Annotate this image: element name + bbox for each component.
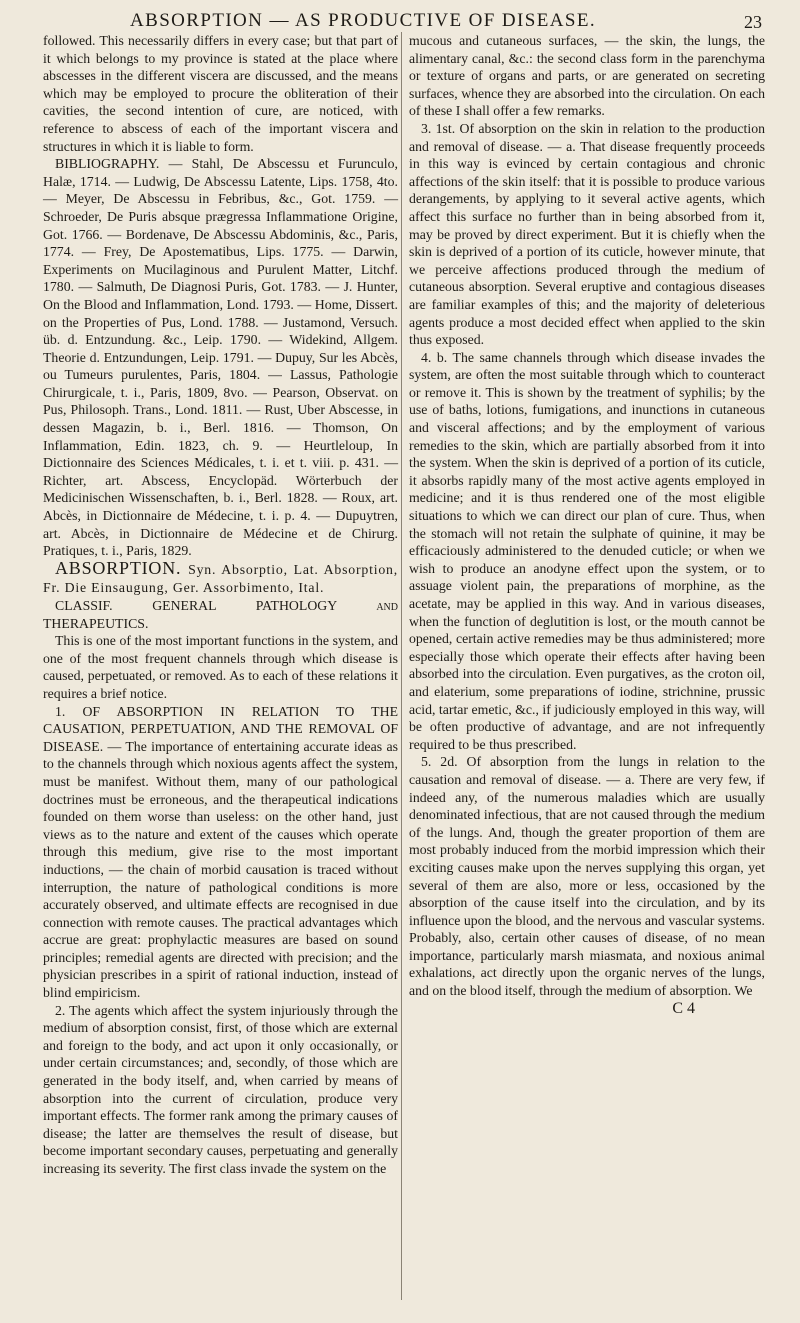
- page-header: [40, 8, 762, 34]
- paragraph-section-3: 3. 1st. Of absorption on the skin in relation to the production and removal of disease. — a. That disease frequently proceeds in this way is evinced by certain contagious and chronic affections of the skin itself: that it is possible to produce various derangements, by applying to it several active agents, which affect this surface no further than in being absorbed from it, may be proved by direct experiment. But it is chiefly when the skin is deprived of a portion of its cuticle, however minute, that we perceive affections produced through the medium of cutaneous absorption. Several eruptive and contagious diseases are familiar examples of this; and the majority of deleterious agents produce a most decided effect when applied to the skin thus exposed.: [409, 120, 765, 348]
- article-title: ABSORPTION.: [55, 557, 182, 578]
- paragraph-introduction: This is one of the most important functions in the system, and one of the most frequent channels through which disease is caused, perpetuated, or removed. As to each of these relations it requires a brief notice.: [43, 633, 398, 701]
- paragraph-section-1: 1. OF ABSORPTION IN RELATION TO THE CAUSATION, PERPETUATION, AND THE REMOVAL OF DISEASE. — The importance of entertaining accurate ideas as to the channels through which noxious agents affect the system, must be manifest. Without them, many of our pathological doctrines must be erroneous, and the therapeutical indications founded on them worse than useless: on the other hand, just views as to the nature and extent of the causes which operate through this medium, give rise to the most important inductions, — the chain of morbid causation is traced without interruption, the nature of pathological conditions is more accurately observed, and ultimate effects are recognised in due connection with remote causes. The practical advantages which accrue are great: prophylactic measures are based on sound principles; remedial agents are directed with precision; and the physician prescribes in a spirit of rational induction, instead of blind empiricism.: [43, 703, 398, 1001]
- right-column: [409, 32, 765, 1017]
- bibliography-paragraph: BIBLIOGRAPHY. — Stahl, De Abscessu et Furunculo, Halæ, 1714. — Ludwig, De Abscessu Latente, Lips. 1758, 4to. — Meyer, De Abscessu in Febribus, &c., Got. 1759. — Schroeder, De Puris absque prægressa Inflammatione Origine, Got. 1766. — Bordenave, De Abscessu Abdominis, &c., Paris, 1774. — Frey, De Apostematibus, Lips. 1775. — Darwin, Experiments on Mucilaginous and Purulent Matter, Litchf. 1780. — Salmuth, De Diagnosi Puris, Got. 1783. — J. Hunter, On the Blood and Inflammation, Lond. 1793. — Home, Dissert. on the Properties of Pus, Lond. 1788. — Justamond, Versuch. üb. d. Entzundung. &c., Leip. 1790. — Widekind, Allgem. Theorie d. Entzundungen, Leip. 1791. — Dupuy, Sur les Abcès, ou Tumeurs purulentes, Paris, 1804. — Lassus, Pathologie Chirurgicale, t. i., Paris, 1809, 8vo. — Pearson, Observat. on Pus, Philosoph. Trans., Lond. 1811. — Rust, Uber Abscesse, in dessen Magazin, b. i., Berl. 1816. — Thomson, On Inflammation, Edin. 1823, ch. 9. — Heurtleloup, In Dictionnaire des Sciences Médicales, t. i. et t. viii. p. 431. — Richter, art. Abscess, Encyclopäd. Wörterbuch der Medicinischen Wissenschaften, b. i., Berl. 1828. — Roux, art. Abcès, in Dictionnaire de Médecine, t. i. p. 4. — Dupuytren, art. Abcès, in Dictionnaire de Médecine et de Chirurg. Pratiques, t. i., Paris, 1829.: [43, 156, 398, 559]
- paragraph-section-2: 2. The agents which affect the system injuriously through the medium of absorption consist, first, of those which are external and foreign to the body, and act upon it only occasionally, or under certain circumstances; and, secondly, of those which are generated in the body itself, and, when carried by means of absorption into the current of circulation, produce very important effects. The former rank among the primary causes of disease; the latter are themselves the result of disease, but become important secondary causes, perpetuating and generally increasing its severity. The first class invade the system on the: [43, 1002, 398, 1176]
- paragraph-section-5: 5. 2d. Of absorption from the lungs in relation to the causation and removal of disease. — a. There are very few, if indeed any, of the numerous maladies which are usually denominated infectious, that are not caused through the medium of the lungs. And, though the greater proportion of them are most probably induced from the morbid impression which their exciting causes make upon the nerves supplying this organ, yet several of them are also, more or less, occasioned by the absorption of the cause itself into the circulation, and by its influence upon the blood, and the nervous and vascular systems. Probably, also, certain other causes of disease, of no mean importance, particularly marsh miasmata, and noxious animal exhalations, act directly upon the organic nerves of the lungs, and on the blood itself, through the medium of absorption. We: [409, 754, 765, 999]
- page-number: 23: [744, 12, 762, 32]
- classification-line: CLASSIF. GENERAL PATHOLOGY and THERAPEUTICS.: [43, 598, 398, 631]
- paragraph-abscess-conclusion: followed. This necessarily differs in every case; but that part of it which belongs to my province is stated at the place where abscesses in the different viscera are discussed, and the means which may be employed to procure the obliteration of their cavities, the second intention of cure, are noticed, with reference to abscess of each of the important viscera and structures in which it is liable to form.: [43, 33, 398, 154]
- column-divider: [401, 32, 402, 1300]
- paragraph-surfaces: mucous and cutaneous surfaces, — the skin, the lungs, the alimentary canal, &c.: the second class form in the parenchyma or texture of organs and parts, or are generated on secreting surfaces, whence they are absorbed into the circulation. On each of these I shall offer a few remarks.: [409, 33, 765, 119]
- signature-mark: C 4: [672, 999, 695, 1017]
- paragraph-section-4: 4. b. The same channels through which disease invades the system, are often the most suitable through which to counteract or remove it. This is shown by the treatment of syphilis; by the use of baths, lotions, fumigations, and inunctions in cutaneous and visceral affections; and by the employment of various remedies to the skin, which are partially absorbed from it into the system. When the skin is deprived of a portion of its cuticle, it absorbs rapidly many of the most active agents employed in medicine; and it is thus rendered one of the most eligible situations to which we can direct our plan of cure. Thus, when the stomach will not retain the sulphate of quinine, it may be efficaciously administered to the denuded cuticle; or when we wish to produce an anodyne effect upon the system, or to assuage violent pain, the preparations of morphine, as the acetate, may be applied in this way. And in various diseases, when the function of deglutition is lost, or the mouth cannot be opened, certain active remedies may be thus administered; more especially those which operate their effects after having been absorbed into the circulation. Even purgatives, as the croton oil, and elaterium, some preparations of iodine, strichnine, prussic acid, tartar emetic, &c., if judiciously employed in this way, will be often productive of advantage, and are not infrequently required to be thus prescribed.: [409, 349, 765, 752]
- article-synonyms: Syn. Absorptio, Lat. Absorption, Fr. Die Einsaugung, Ger. Assorbimento, Ital.: [43, 561, 398, 596]
- running-head: ABSORPTION — AS PRODUCTIVE OF DISEASE.: [130, 10, 596, 31]
- article-heading: [43, 557, 398, 597]
- left-column: [43, 32, 398, 1178]
